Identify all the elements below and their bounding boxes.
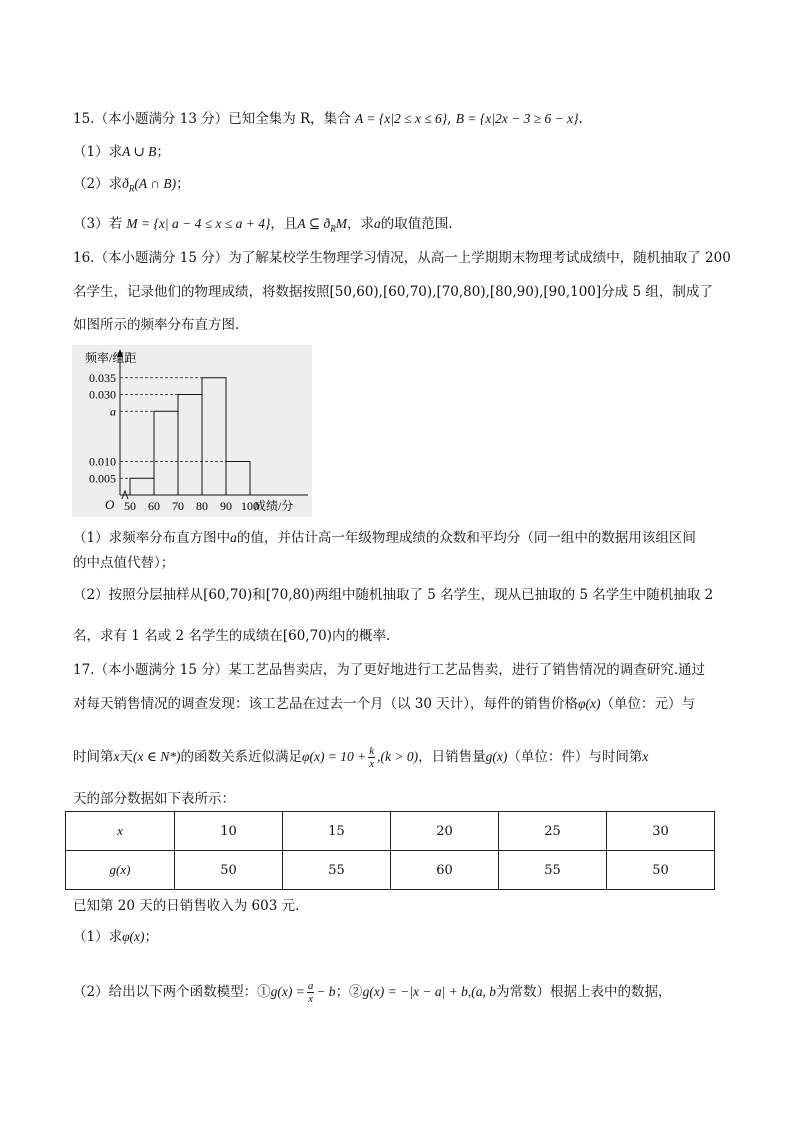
q15-part2	[73, 174, 190, 199]
table-cell: 50	[607, 851, 715, 890]
q17-frac	[368, 745, 375, 770]
q15-p3-mid: ，且	[270, 216, 298, 232]
y-tick-label: a	[110, 404, 116, 419]
q15-p1-end: ；	[156, 144, 170, 160]
q15-p2-sub: R	[128, 183, 135, 194]
q17-frac-den: x	[369, 758, 375, 770]
origin-label: O	[105, 497, 115, 512]
x-tick-label: 80	[196, 499, 208, 513]
q15-p3-var: a	[373, 216, 381, 231]
q17-line2-b: （单位：元）与	[600, 696, 695, 712]
q17-p2-frac-den: x	[308, 993, 313, 1005]
table-cell: 50	[175, 851, 283, 890]
y-tick-label: 0.010	[89, 454, 116, 469]
table-row	[66, 812, 715, 851]
x-tick-labels	[124, 499, 259, 513]
x-tick-label: 50	[124, 499, 136, 513]
y-tick-labels	[89, 371, 116, 486]
q17-p2-frac	[307, 980, 315, 1005]
q15-p3-end: 的取值范围.	[380, 216, 453, 232]
q15-end: .	[578, 111, 583, 127]
q17-frac-num: k	[369, 745, 375, 757]
table-cell: 30	[607, 812, 715, 851]
q17-line3	[73, 745, 648, 770]
q17-p2-c: 为常数）根据上表中的数据，	[496, 984, 672, 1000]
table-cell: 60	[391, 851, 499, 890]
histogram-bar-70	[178, 395, 202, 496]
q17-p2-frac-num: a	[307, 980, 314, 992]
x-tick-label: 70	[172, 499, 184, 513]
q17-line2	[73, 694, 695, 714]
y-tick-label: 0.035	[89, 370, 116, 385]
q15-intro: 15.（本小题满分 13 分）已知全集为 R，集合	[73, 111, 351, 127]
table-cell: 20	[391, 812, 499, 851]
q15-part1	[73, 142, 170, 162]
x-tick-label: 100	[241, 499, 259, 513]
q17-part2	[73, 980, 672, 1005]
q16-line3: 如图所示的频率分布直方图.	[73, 317, 240, 333]
q17-p2-a: （2）给出以下两个函数模型：①	[73, 984, 271, 1000]
q16-line1: 16.（本小题满分 15 分）为了解某校学生物理学习情况，从高一上学期期末物理考试成绩中，随机抽取了 200	[73, 250, 731, 266]
q15-p3-subset-m: M	[335, 216, 347, 231]
bars	[130, 378, 250, 495]
q15-p3-label: （3）若	[73, 216, 123, 232]
histogram-bar-90	[226, 462, 250, 496]
y-axis-label: 频率/组距	[85, 351, 137, 365]
q15-set-b: B = {x|2x − 3 ≥ 6 − x}	[455, 111, 579, 126]
q17-after-table: 已知第 20 天的日销售收入为 603 元.	[73, 898, 300, 914]
x-tick-label: 60	[148, 499, 160, 513]
frequency-histogram	[72, 345, 312, 517]
q17-line3-d: ，日销售量	[418, 749, 486, 765]
q17-line3-a: 时间第	[73, 749, 114, 765]
q17-formula-lhs: φ(x) = 10 +	[301, 749, 367, 764]
q16-p1-var: a	[230, 530, 237, 545]
q17-p1-expr: φ(x)	[122, 929, 145, 944]
q16-part1-line2: 的中点值代替）；	[73, 555, 175, 571]
q17-line2-a: 对每天销售情况的调查发现：该工艺品在过去一个月（以 30 天计），每件的销售价格	[73, 696, 579, 712]
sales-table	[65, 811, 715, 890]
q17-phi: φ(x)	[578, 696, 601, 711]
q17-p2-m1-rhs: − b	[316, 984, 336, 999]
q15-p2-arg: (A ∩ B)	[134, 176, 177, 191]
q15-p2-end: ；	[176, 176, 190, 192]
q15-p2-label: （2）求	[73, 176, 123, 192]
q15-part3	[73, 214, 453, 239]
q17-line3-c: 的函数关系近似满足	[180, 749, 302, 765]
y-tick-label: 0.005	[89, 471, 116, 486]
q17-p2-m2: g(x) = −|x − a| + b,(a, b	[362, 984, 497, 999]
guide-lines	[120, 378, 226, 479]
q17-line3-b: 天	[119, 749, 133, 765]
q17-x-var: x	[113, 749, 120, 764]
table-cell: 15	[283, 812, 391, 851]
q15-stem	[73, 109, 583, 129]
q15-p1-label: （1）求	[73, 144, 123, 160]
q15-p2-complement: ð	[122, 176, 129, 191]
histogram-bar-50	[130, 478, 154, 495]
q15-p3-set-m: M = {x| a − 4 ≤ x ≤ a + 4}	[126, 216, 271, 231]
q17-x-var2: x	[642, 749, 649, 764]
table-cell: 25	[499, 812, 607, 851]
q17-part1	[73, 927, 158, 947]
q15-p3-subset-a: A ⊆ ð	[297, 216, 331, 231]
table-cell: 55	[499, 851, 607, 890]
q16-part2-line1: （2）按照分层抽样从[60,70)和[70,80)两组中随机抽取了 5 名学生，现从已抽取的 5 名学生中随机抽取 2	[73, 587, 714, 603]
table-cell: g(x)	[66, 851, 175, 890]
q16-p1-b: 的值，并估计高一年级物理成绩的众数和平均分（同一组中的数据用该组区间	[236, 530, 696, 546]
q17-gx: g(x)	[485, 749, 508, 764]
q17-line3-e: （单位：件）与时间第	[507, 749, 643, 765]
table-cell: x	[66, 812, 175, 851]
q16-p1-a: （1）求频率分布直方图中	[73, 530, 231, 546]
q15-set-a: A = {x|2 ≤ x ≤ 6}	[354, 111, 448, 126]
x-tick-label: 90	[220, 499, 232, 513]
q17-p1-end: ；	[144, 929, 159, 945]
q15-p3-sub-r: R	[330, 223, 336, 234]
table-cell: 55	[283, 851, 391, 890]
q15-sep: ,	[447, 111, 452, 127]
q17-line4: 天的部分数据如下表所示：	[73, 791, 235, 807]
q16-line2: 名学生，记录他们的物理成绩，将数据按照[50,60),[60,70),[70,80),[80,90),[90,100]分成 5 组，制成了	[73, 284, 713, 300]
q16-part2-line2: 名，求有 1 名或 2 名学生的成绩在[60,70)内的概率.	[73, 628, 391, 644]
q17-line1: 17.（本小题满分 15 分）某工艺品售卖店，为了更好地进行工艺品售卖，进行了销售情况的调查研究.通过	[73, 662, 706, 678]
y-tick-label: 0.030	[89, 387, 116, 402]
q16-part1-line1	[73, 528, 696, 548]
q17-p2-m1-lhs: g(x) =	[270, 984, 305, 999]
table-row	[66, 851, 715, 890]
table-cell: 10	[175, 812, 283, 851]
x-axis-label: 成绩/分	[254, 499, 294, 513]
q17-p2-b: ；②	[335, 984, 363, 1000]
q17-domain: (x ∈ N*)	[133, 749, 181, 764]
q15-p3-mid2: ，求	[346, 216, 374, 232]
histogram-bar-60	[154, 411, 178, 495]
q17-formula-rhs: ,(k > 0)	[377, 749, 419, 764]
histogram-bar-80	[202, 378, 226, 495]
q15-p1-expr: A ∪ B	[122, 144, 157, 159]
q17-p1-label: （1）求	[73, 929, 123, 945]
